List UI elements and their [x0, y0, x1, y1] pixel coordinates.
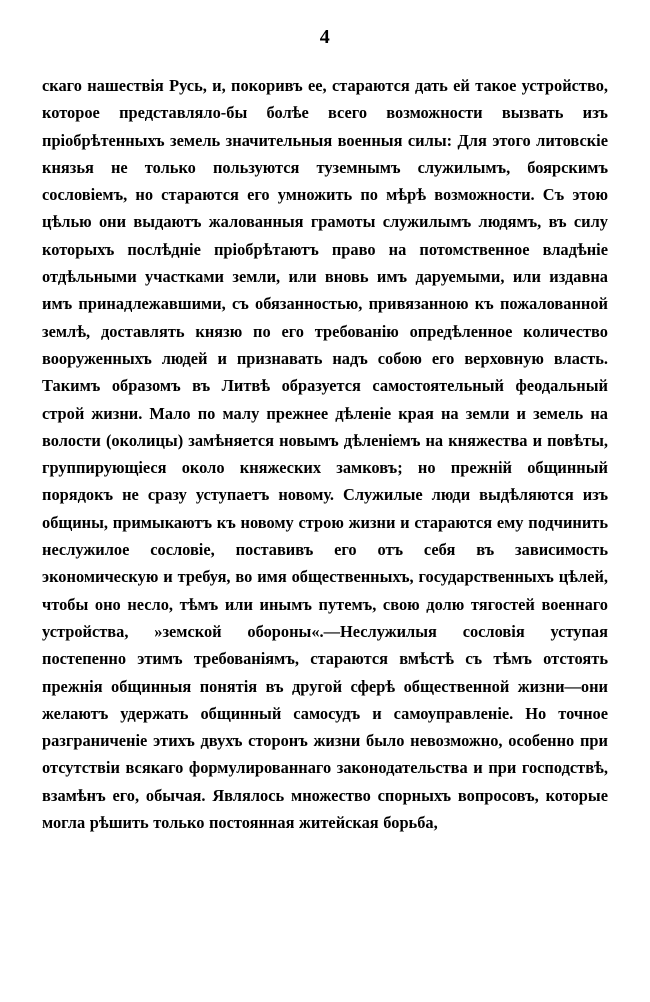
page-body-text: [42, 72, 608, 836]
body-paragraph: скаго нашествія Русь, и, покоривъ ее, стараются дать ей такое устройство, которое представляло-бы болѣе всего возможности вызвать изъ пріобрѣтенныхъ земель значительныя военныя силы: Для этого литовскіе князья не только пользуются туземнымъ служилымъ, боярскимъ сословіемъ, но стараются его умножить по мѣрѣ возможности. Съ этою цѣлью они выдаютъ жалованныя грамоты служилымъ людямъ, въ силу которыхъ послѣдніе пріобрѣтаютъ право на потомственное владѣніе отдѣльными участками земли, или вновь имъ даруемыми, или издавна имъ принадлежавшими, съ обязанностью, привязанною къ пожалованной землѣ, доставлять князю по его требованію опредѣленное количество вооруженныхъ людей и признавать надъ собою его верховную власть. Такимъ образомъ въ Литвѣ образуется самостоятельный феодальный строй жизни. Мало по малу прежнее дѣленіе края на земли и земель на волости (околицы) замѣняется новымъ дѣленіемъ на княжества и повѣты, группирующіеся около княжеских замковъ; но прежній общинный порядокъ не сразу уступаетъ новому. Служилые люди выдѣляются изъ общины, примыкаютъ къ новому строю жизни и стараются ему подчинить неслужилое сословіе, поставивъ его отъ себя въ зависимость экономическую и требуя, во имя общественныхъ, государственныхъ цѣлей, чтобы оно несло, тѣмъ или инымъ путемъ, свою долю тягостей военнаго устройства, »земской обороны«.—Неслужилыя сословія уступая постепенно этимъ требованіямъ, стараются вмѣстѣ съ тѣмъ отстоять прежнія общинныя понятія въ другой сферѣ общественной жизни—они желаютъ удержать общинный самосудъ и самоуправленіе. Но точное разграниченіе этихъ двухъ сторонъ жизни было невозможно, особенно при отсутствіи всякаго формулированнаго законодательства и при господствѣ, взамѣнъ его, обычая. Являлось множество спорныхъ вопросовъ, которые могла рѣшить только постоянная житейская борьба,: [42, 76, 608, 833]
page-number: 4: [319, 26, 331, 48]
